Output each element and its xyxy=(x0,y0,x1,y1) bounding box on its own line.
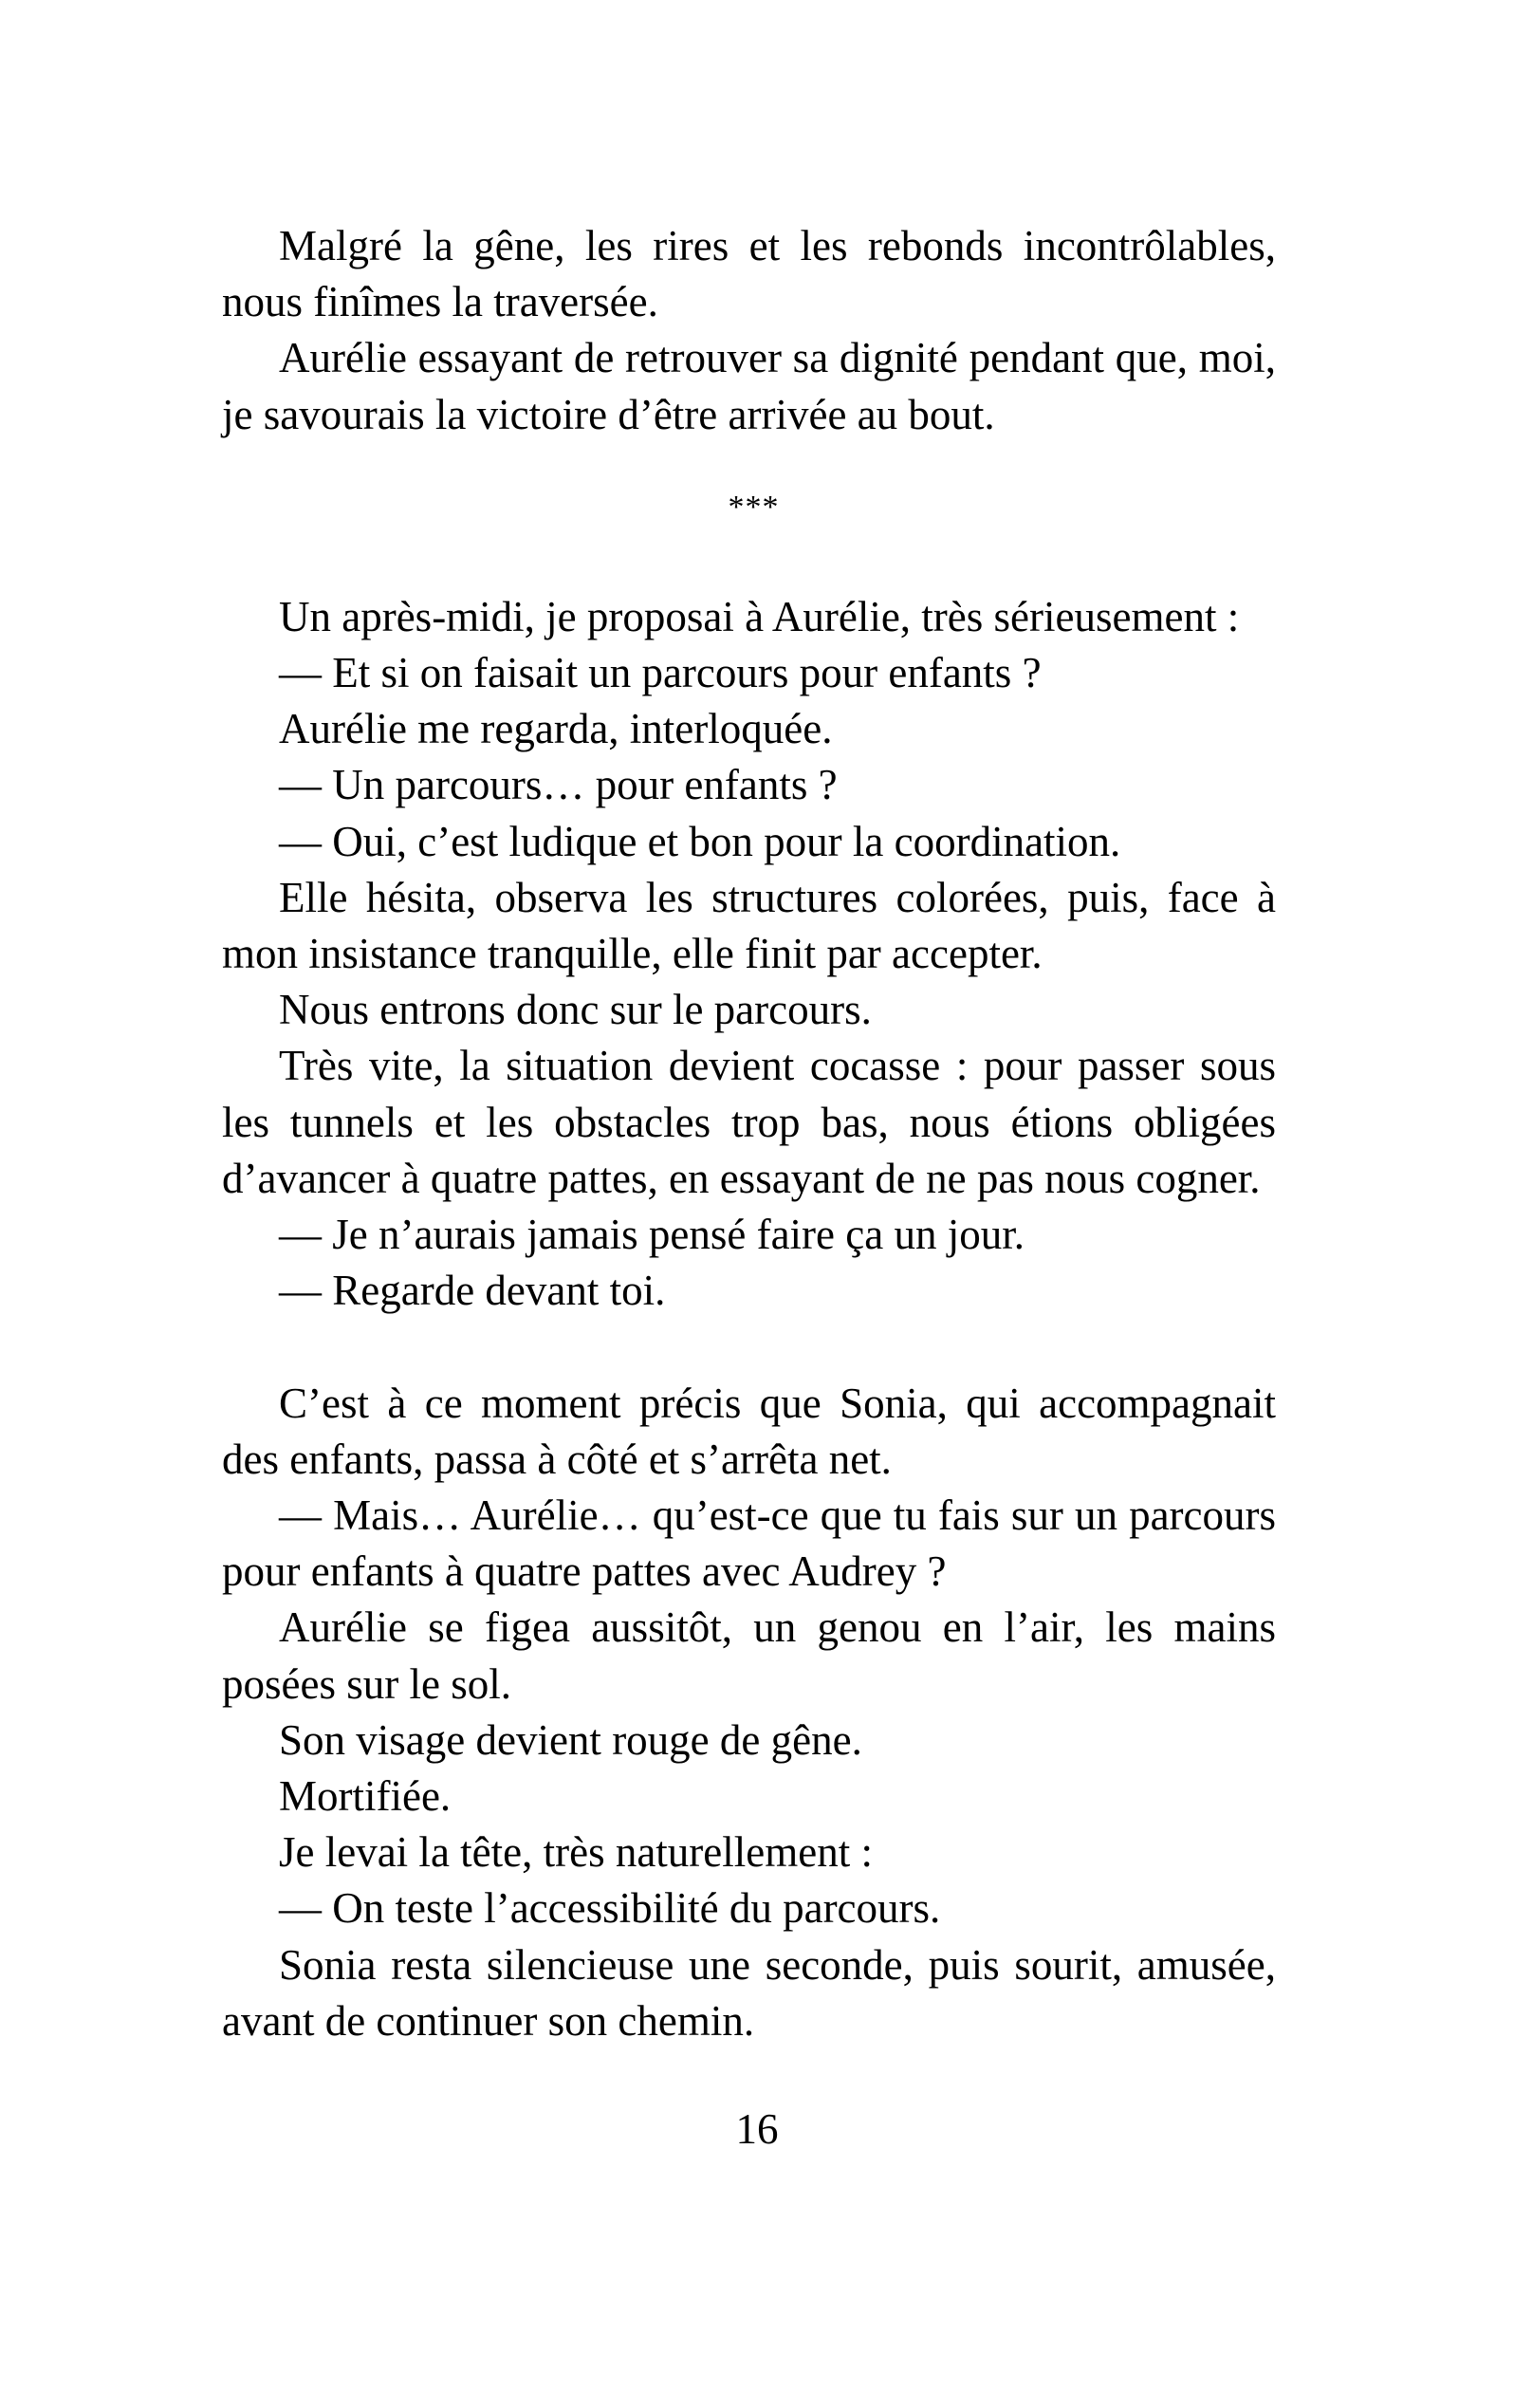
paragraph: C’est à ce moment précis que Sonia, qui accompagnait des enfants, passa à côté et s’arrêta net. xyxy=(222,1379,1276,1483)
dialogue-line: — Oui, c’est ludique et bon pour la coordination. xyxy=(279,817,1121,865)
page-body xyxy=(222,218,1276,2049)
dialogue-line: — Et si on faisait un parcours pour enfants ? xyxy=(279,649,1042,697)
paragraph: Malgré la gêne, les rires et les rebonds incontrôlables, nous finîmes la traversée. xyxy=(222,222,1276,326)
dialogue-line: — Mais… Aurélie… qu’est-ce que tu fais sur un parcours pour enfants à quatre pattes avec Audrey ? xyxy=(222,1491,1276,1596)
paragraph: Très vite, la situation devient cocasse : pour passer sous les tunnels et les obstacles trop bas, nous étions obligées d’avancer à quatre pattes, en essayant de ne pas nous cogner. xyxy=(222,1042,1276,1202)
paragraph: Aurélie me regarda, interloquée. xyxy=(279,705,833,753)
paragraph: Mortifiée. xyxy=(279,1772,452,1821)
paragraph: Aurélie essayant de retrouver sa dignité pendant que, moi, je savourais la victoire d’être arrivée au bout. xyxy=(222,334,1276,438)
paragraph: Je levai la tête, très naturellement : xyxy=(279,1828,873,1877)
dialogue-line: — Regarde devant toi. xyxy=(279,1267,666,1315)
dialogue-line: — Je n’aurais jamais pensé faire ça un jour. xyxy=(279,1211,1025,1259)
spacer xyxy=(222,443,1276,489)
paragraph: Elle hésita, observa les structures colorées, puis, face à mon insistance tranquille, elle finit par accepter. xyxy=(222,873,1276,978)
paragraph: Un après-midi, je proposai à Aurélie, très sérieusement : xyxy=(279,592,1240,640)
page-number: 16 xyxy=(735,2105,779,2153)
blank-line xyxy=(222,1319,1276,1375)
dialogue-line: — On teste l’accessibilité du parcours. xyxy=(279,1884,941,1933)
dialogue-line: — Un parcours… pour enfants ? xyxy=(279,761,838,809)
section-separator: *** xyxy=(728,489,780,525)
spacer xyxy=(222,527,1276,589)
paragraph: Sonia resta silencieuse une seconde, puis sourit, amusée, avant de continuer son chemin. xyxy=(222,1940,1276,2045)
paragraph: Nous entrons donc sur le parcours. xyxy=(279,986,872,1034)
paragraph: Aurélie se figea aussitôt, un genou en l’air, les mains posées sur le sol. xyxy=(222,1603,1276,1708)
paragraph: Son visage devient rouge de gêne. xyxy=(279,1715,862,1764)
